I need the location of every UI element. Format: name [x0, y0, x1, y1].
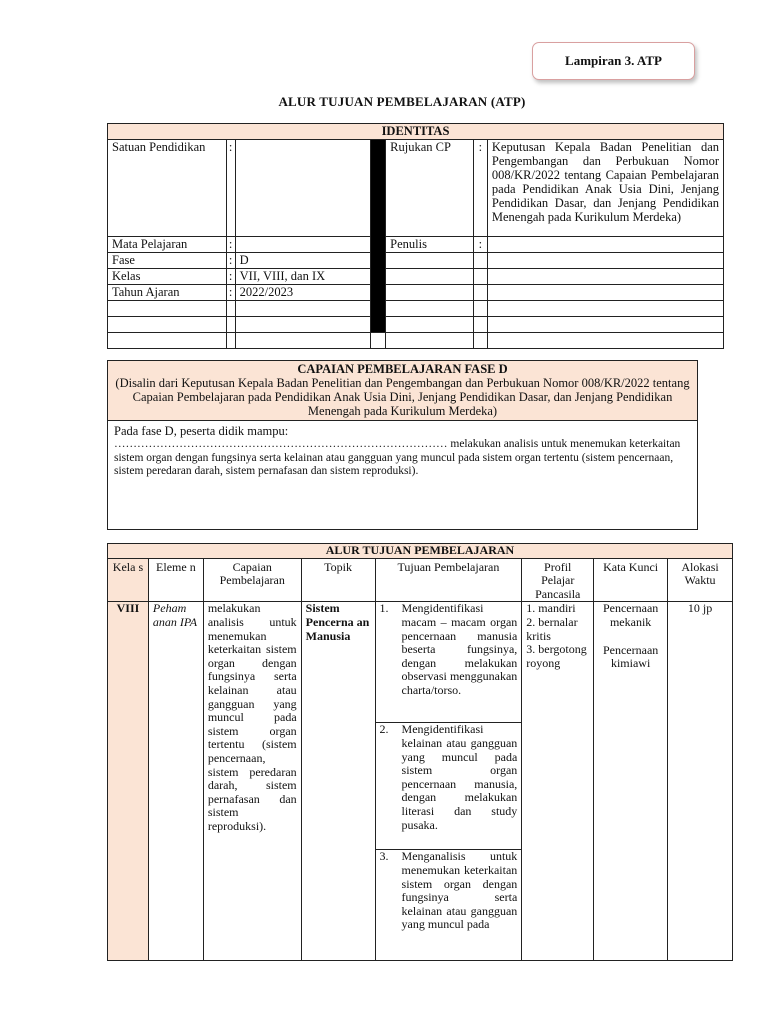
kelas-label: Kelas	[108, 269, 227, 285]
tujuan-text: Menganalisis untuk menemukan keterkaitan sistem organ dengan fungsinya serta kelainan atau gangguan yang muncul pada	[401, 849, 518, 932]
satuan-value	[235, 140, 371, 237]
penulis-label: Penulis	[386, 237, 474, 253]
col-profil: Profil Pelajar Pancasila	[522, 558, 594, 602]
colon: :	[226, 285, 235, 301]
colon: :	[473, 140, 487, 237]
empty-cell	[386, 269, 474, 285]
col-kata-kunci: Kata Kunci	[594, 558, 668, 602]
empty-cell	[473, 333, 487, 349]
empty-cell	[108, 333, 227, 349]
tujuan-number: 2.	[379, 722, 389, 737]
capaian-value: melakukan analisis untuk menemukan keterkaitan sistem organ dengan fungsinya serta kelainan atau gangguan yang muncul pada sistem organ tertentu (sistem pencernaan, sistem peredaran darah, sistem pernafasan dan sistem reproduksi).	[203, 602, 301, 961]
empty-cell	[108, 317, 227, 333]
empty-cell	[473, 253, 487, 269]
profil-item: 2. bernalar kritis	[526, 614, 578, 643]
lampiran-badge	[532, 42, 695, 80]
empty-cell	[226, 317, 235, 333]
capaian-intro: Pada fase D, peserta didik mampu:	[114, 424, 289, 438]
capaian-box	[107, 360, 698, 530]
fase-label: Fase	[108, 253, 227, 269]
elemen-value: Peham anan IPA	[148, 602, 203, 961]
kata-kunci-value	[594, 602, 668, 961]
tujuan-text: Mengidentifikasi kelainan atau gangguan yang muncul pada sistem organ pencernaan manusia, dengan melakukan literasi dan study pusaka.	[401, 722, 518, 832]
empty-cell	[473, 269, 487, 285]
atp-table	[107, 543, 733, 961]
empty-cell	[473, 285, 487, 301]
profil-value	[522, 602, 594, 961]
empty-cell	[487, 301, 723, 317]
empty-cell	[226, 301, 235, 317]
empty-cell	[487, 253, 723, 269]
mapel-value	[235, 237, 371, 253]
colon: :	[226, 269, 235, 285]
empty-cell	[386, 301, 474, 317]
empty-cell	[235, 333, 371, 349]
col-alokasi: Alokasi Waktu	[668, 558, 733, 602]
tujuan-number: 1.	[379, 601, 389, 616]
empty-cell	[386, 253, 474, 269]
capaian-subtitle: (Disalin dari Keputusan Kepala Badan Penelitian dan Pengembangan dan Perbukuan Nomor 008/KR/2022 tentang Capaian Pembelajaran pada Pendidikan Anak Usia Dini, Jenjang Pendidikan Dasar, dan Jenjang Pendidikan Menengah pada Kurikulum Merdeka)	[115, 376, 690, 418]
topik-value: Sistem Pencerna an Manusia	[301, 602, 375, 961]
atp-header: ALUR TUJUAN PEMBELAJARAN	[108, 544, 733, 559]
capaian-text: …………………………………………………………………………… melakukan analisis untuk menemukan keterkaitan sistem organ dengan fungsinya serta kelainan atau gangguan yang muncul pada sistem organ tertentu (sistem pencernaan, sistem peredaran darah, sistem pernafasan dan sistem reproduksi).	[114, 438, 681, 477]
empty-cell	[473, 317, 487, 333]
tujuan-item	[375, 850, 522, 961]
col-tujuan: Tujuan Pembelajaran	[375, 558, 522, 602]
capaian-body	[108, 421, 697, 482]
colon: :	[226, 237, 235, 253]
empty-cell	[487, 269, 723, 285]
tahun-value: 2022/2023	[235, 285, 371, 301]
capaian-header	[108, 361, 697, 421]
empty-cell	[235, 301, 371, 317]
empty-cell	[226, 333, 235, 349]
identitas-table	[107, 123, 724, 349]
empty-cell	[386, 285, 474, 301]
empty-cell	[386, 317, 474, 333]
col-capaian: Capaian Pembelajaran	[203, 558, 301, 602]
tujuan-item	[375, 602, 522, 723]
rujukan-label: Rujukan CP	[386, 140, 474, 237]
empty-cell	[487, 317, 723, 333]
penulis-value	[487, 237, 723, 253]
empty-cell	[473, 301, 487, 317]
col-kelas: Kela s	[108, 558, 149, 602]
badge-label: Lampiran 3. ATP	[565, 53, 662, 68]
satuan-label: Satuan Pendidikan	[108, 140, 227, 237]
profil-item: 1. mandiri	[526, 601, 576, 616]
mapel-label: Mata Pelajaran	[108, 237, 227, 253]
colon: :	[226, 140, 235, 237]
tahun-label: Tahun Ajaran	[108, 285, 227, 301]
empty-cell	[108, 301, 227, 317]
document-title: ALUR TUJUAN PEMBELAJARAN (ATP)	[278, 94, 526, 109]
fase-value: D	[235, 253, 371, 269]
kelas-value: VII, VIII, dan IX	[235, 269, 371, 285]
kata-kunci-item: Pencernaan kimiawi	[602, 642, 659, 671]
tujuan-text: Mengidentifikasi macam – macam organ pencernaan manusia beserta fungsinya, dengan melakukan observasi menggunakan charta/torso.	[401, 601, 518, 697]
empty-cell	[487, 333, 723, 349]
empty-cell	[386, 333, 474, 349]
empty-cell	[487, 285, 723, 301]
capaian-title: CAPAIAN PEMBELAJARAN FASE D	[297, 362, 508, 376]
identitas-header: IDENTITAS	[108, 124, 724, 140]
alokasi-value: 10 jp	[668, 602, 733, 961]
kata-kunci-item: Pencernaan mekanik	[602, 601, 659, 629]
col-topik: Topik	[301, 558, 375, 602]
colon: :	[473, 237, 487, 253]
kelas-value: VIII	[108, 602, 149, 961]
profil-item: 3. bergotong royong	[526, 642, 587, 670]
colon: :	[226, 253, 235, 269]
tujuan-item	[375, 723, 522, 850]
empty-cell	[371, 333, 386, 349]
tujuan-number: 3.	[379, 849, 389, 864]
rujukan-value: Keputusan Kepala Badan Penelitian dan Pengembangan dan Perbukuan Nomor 008/KR/2022 tentang Capaian Pembelajaran pada Pendidikan Anak Usia Dini, Jenjang Pendidikan Dasar, dan Jenjang Pendidikan Menengah pada Kurikulum Merdeka)	[487, 140, 723, 237]
empty-cell	[235, 317, 371, 333]
divider-bar	[371, 140, 386, 333]
col-elemen: Eleme n	[148, 558, 203, 602]
